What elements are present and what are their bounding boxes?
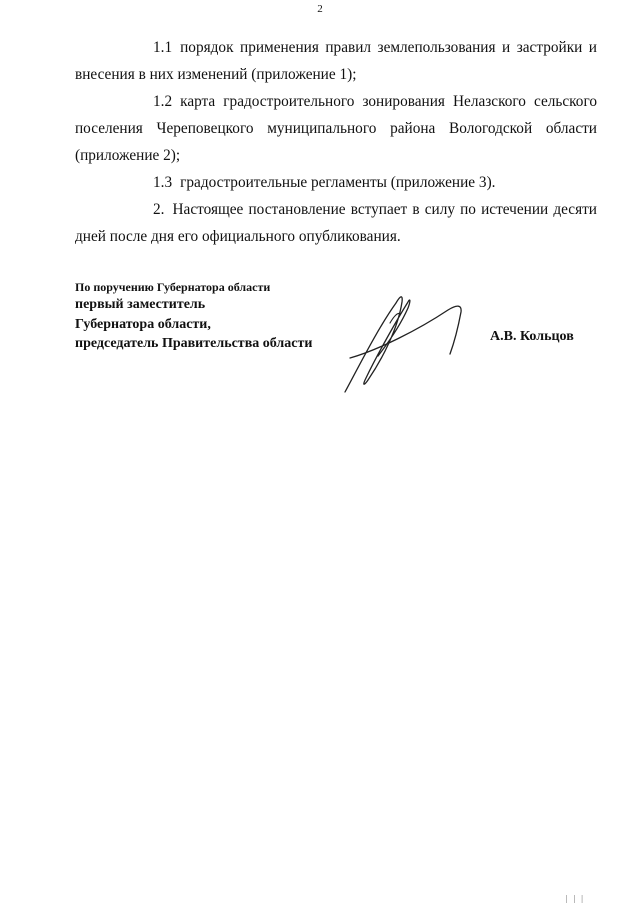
signature-title-line-4: председатель Правительства области bbox=[75, 336, 313, 351]
signer-name: А.В. Кольцов bbox=[490, 329, 574, 344]
paragraph-text: Настоящее постановление вступает в силу по истечении десяти дней после дня его официального опубликования. bbox=[75, 201, 597, 245]
paragraph-text: порядок применения правил землепользования и застройки и внесения в них изменений (приложение 1); bbox=[75, 39, 597, 83]
paragraph-text: градостроительные регламенты (приложение 3). bbox=[180, 174, 496, 191]
signature-title-line-2: первый заместитель bbox=[75, 297, 206, 312]
paragraph-1-3 bbox=[75, 169, 597, 196]
signature-title-line-3: Губернатора области, bbox=[75, 316, 211, 332]
document-body bbox=[75, 34, 597, 250]
paragraph-1-2 bbox=[75, 88, 597, 169]
paragraph-number: 1.2 bbox=[153, 93, 173, 110]
footer-mark: | | | bbox=[566, 894, 585, 903]
paragraph-number: 2. bbox=[153, 201, 165, 218]
paragraph-text: карта градостроительного зонирования Нелазского сельского поселения Череповецкого муниципального района Вологодской области (приложение 2); bbox=[75, 93, 597, 164]
signature-title-block bbox=[75, 280, 312, 354]
handwritten-signature bbox=[338, 288, 468, 396]
signature-title-line-1: По поручению Губернатора области bbox=[75, 280, 271, 294]
paragraph-1-1 bbox=[75, 34, 597, 88]
paragraph-2 bbox=[75, 196, 597, 250]
paragraph-number: 1.1 bbox=[153, 39, 173, 56]
page-number: 2 bbox=[317, 3, 323, 15]
paragraph-number: 1.3 bbox=[153, 174, 173, 191]
